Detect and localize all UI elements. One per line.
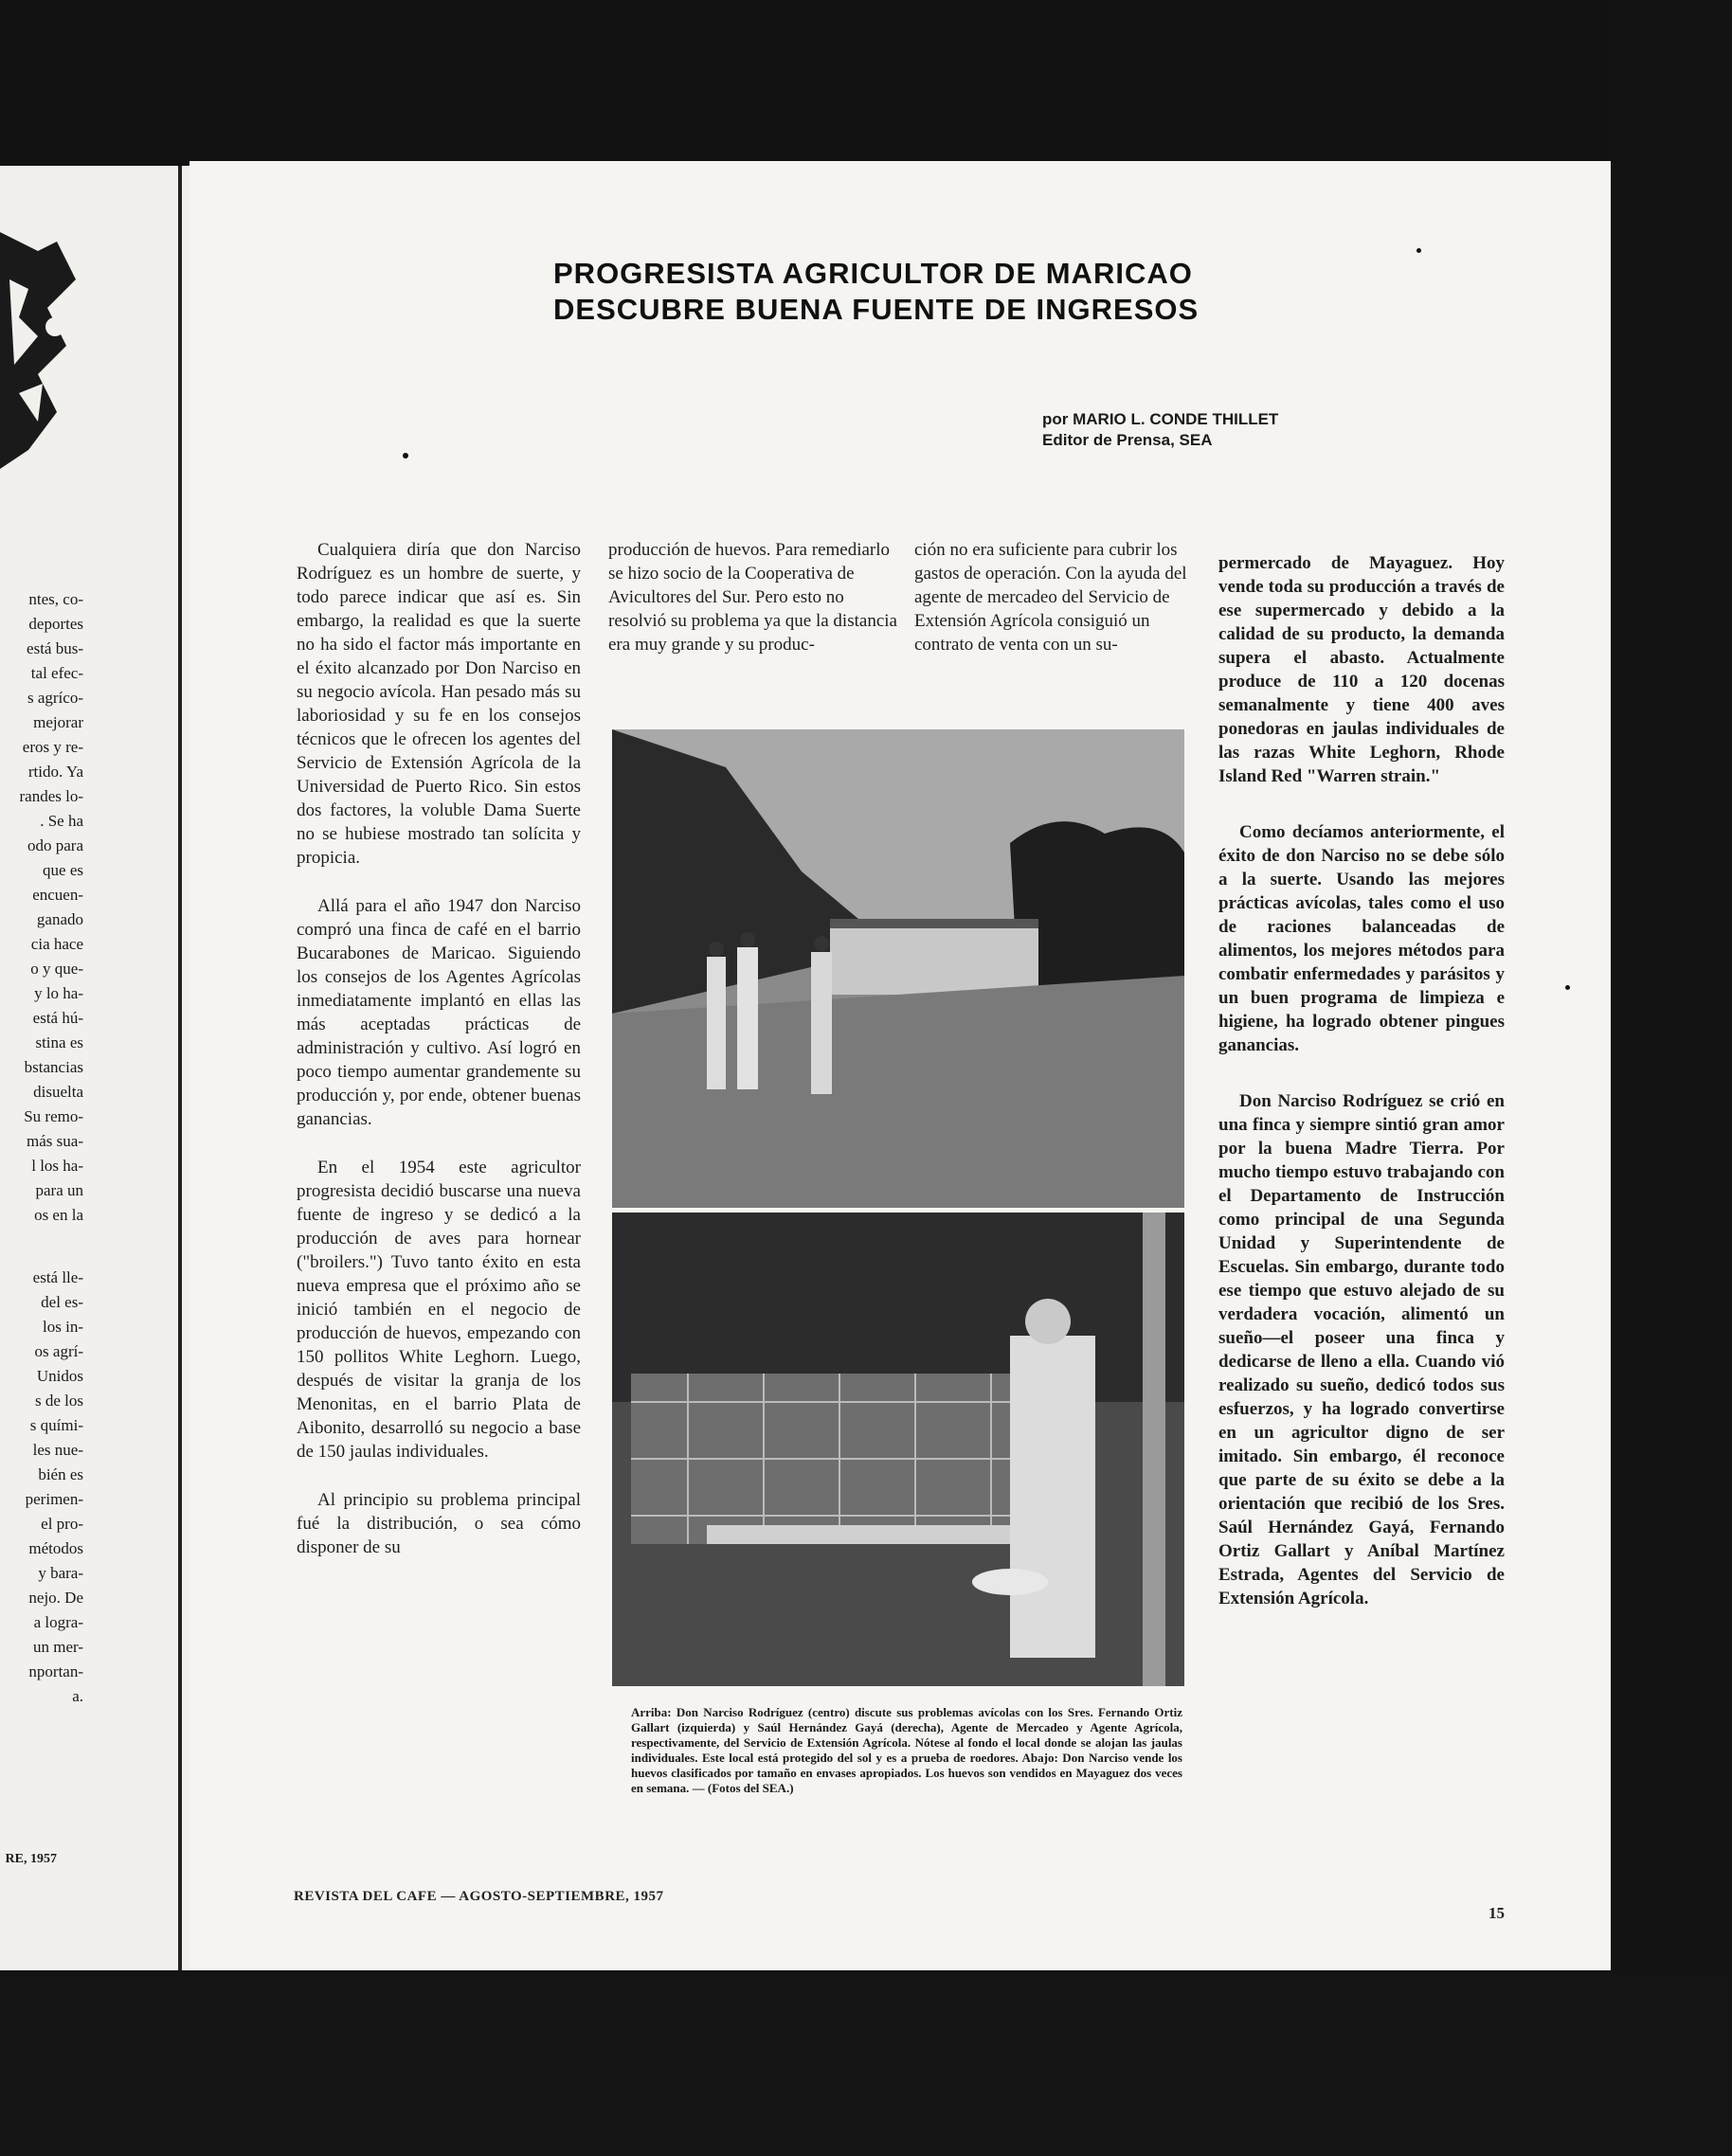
- print-speck: [403, 453, 408, 458]
- previous-page-footer: RE, 1957: [5, 1852, 57, 1866]
- previous-page-line: del es-: [41, 1293, 83, 1311]
- headline-line-2: DESCUBRE BUENA FUENTE DE INGRESOS: [553, 293, 1200, 326]
- paragraph: ción no era suficiente para cubrir los gastos de operación. Con la ayuda del agente de mercadeo del Servicio de Extensión Agrícola consiguió un contrato de venta con un su-: [914, 540, 1187, 655]
- previous-page-line: que es: [43, 861, 83, 879]
- previous-page-line: rtido. Ya: [27, 763, 83, 781]
- article-headline: [553, 256, 1387, 328]
- print-speck: [1416, 248, 1421, 253]
- previous-page-line: está bus-: [27, 639, 83, 657]
- paragraph: permercado de Mayaguez. Hoy vende toda su producción a través de ese supermercado y debido a la calidad de su producto, la demanda supera el abasto. Actualmente produce de 110 a 120 docenas semanalmente y tiene 400 aves ponedoras en jaulas individuales de las razas White Leghorn, Rhode Island Red "Warren strain.": [1218, 553, 1505, 786]
- previous-page-line: bién es: [38, 1465, 83, 1483]
- paragraph: Al principio su problema principal fué la distribución, o sea cómo disponer de su: [297, 1490, 581, 1557]
- previous-page-line: nportan-: [28, 1662, 83, 1680]
- previous-page-line: l los ha-: [31, 1157, 83, 1175]
- paragraph-gap: [0, 1228, 83, 1266]
- previous-page-line: a.: [72, 1687, 83, 1705]
- previous-page-line: para un: [35, 1181, 83, 1199]
- photo-caption: Arriba: Don Narciso Rodríguez (centro) discute sus problemas avícolas con los Sres. Fernando Ortiz Gallart (izquierda) y Saúl Hernández Gayá (derecha), Agente de Mercadeo y Agente Agrícola, respectivamente, del Servicio de Extensión Agrícola. Nótese al fondo el local donde se alojan las jaulas individuales. Este local está protegido del sol y es a prueba de roedores. Abajo: Don Narciso vende los huevos clasificados por tamaño en envases apropiados. Los huevos son vendidos en Mayaguez dos veces en semana. — (Fotos del SEA.): [631, 1705, 1182, 1795]
- previous-page-line: el pro-: [41, 1515, 83, 1533]
- previous-page-line: a logra-: [33, 1613, 83, 1631]
- previous-page-line: odo para: [27, 836, 83, 854]
- previous-page-line: tal efec-: [30, 664, 83, 682]
- previous-page-line: bstancias: [24, 1058, 83, 1076]
- photo-image: [612, 729, 1184, 1208]
- photo-egg-cages: [612, 1213, 1184, 1686]
- previous-page-line: mejorar: [33, 713, 83, 731]
- background-top: [0, 0, 1732, 166]
- previous-page-line: deportes: [28, 615, 83, 633]
- paragraph: producción de huevos. Para remediarlo se hizo socio de la Cooperativa de Avicultores del Sur. Pero esto no resolvió su problema ya que la distancia era muy grande y su produc-: [608, 540, 897, 655]
- previous-page-line: métodos: [28, 1539, 83, 1557]
- headline-line-1: PROGRESISTA AGRICULTOR DE MARICAO: [553, 257, 1193, 290]
- article-column-2: [608, 538, 897, 656]
- woodcut-illustration: [0, 223, 85, 478]
- previous-page-line: y lo ha-: [34, 984, 83, 1002]
- previous-page-line: s de los: [35, 1392, 83, 1410]
- previous-page-line: nejo. De: [28, 1589, 83, 1607]
- author: por MARIO L. CONDE THILLET: [1042, 410, 1279, 428]
- previous-page-line: os en la: [34, 1206, 83, 1224]
- previous-page-line: os agrí-: [34, 1342, 83, 1360]
- byline: [1042, 409, 1535, 451]
- previous-page-line: más sua-: [27, 1132, 83, 1150]
- article-column-3: [914, 538, 1203, 656]
- magazine-page: [189, 161, 1611, 1994]
- paragraph: En el 1954 este agricultor progresista decidió buscarse una nueva fuente de ingreso y se dedicó a la producción de aves para hornear ("broilers.") Tuvo tanto éxito en esta nueva empresa que el próximo año se inició también en el negocio de producción de huevos, empezando con 150 pollitos White Leghorn. Luego, después de visitar la granja de los Menonitas, en el barrio Plata de Aibonito, desarrolló su negocio a base de 150 jaulas individuales.: [297, 1158, 581, 1462]
- previous-page-line: un mer-: [32, 1638, 83, 1656]
- background-right: [1611, 0, 1732, 2156]
- page-footer: REVISTA DEL CAFE — AGOSTO-SEPTIEMBRE, 1957: [294, 1889, 664, 1904]
- previous-page-line: eros y re-: [22, 738, 83, 756]
- photo-image: [612, 1213, 1184, 1686]
- previous-page-line: cia hace: [30, 935, 83, 953]
- paragraph: Cualquiera diría que don Narciso Rodríguez es un hombre de suerte, y todo parece indicar que así es. Sin embargo, la realidad es que la suerte no ha sido el factor más importante en el éxito alcanzado por Don Narciso en su negocio avícola. Han pesado más su laboriosidad y su fe en los consejos técnicos que le ofrecen los agentes del Servicio de Extensión Agrícola de la Universidad de Puerto Rico. Sin estos dos factores, la voluble Dama Suerte no se hubiese mostrado tan solícita y propicia.: [297, 540, 581, 868]
- previous-page-line: ntes, co-: [28, 590, 83, 608]
- photo-men-discussing: [612, 729, 1184, 1208]
- paragraph: Don Narciso Rodríguez se crió en una finca y siempre sintió gran amor por la buena Madre Tierra. Por mucho tiempo estuvo trabajando con el Departamento de Instrucción como principal de una Segunda Unidad y Superintendente de Escuelas. Sin embargo, durante todo ese tiempo que estuvo alejado de su verdadera vocación, alimentó un sueño—el poseer una finca y dedicarse de lleno a ella. Cuando vió realizado su sueño, dedicó todos sus esfuerzos, y ha logrado convertirse en un agricultor digno de ser imitado. Sin embargo, él reconoce que parte de su éxito se debe a la orientación que recibió de los Sres. Saúl Hernández Gayá, Fernando Ortiz Gallart y Aníbal Martínez Estrada, Agentes del Servicio de Extensión Agrícola.: [1218, 1091, 1505, 1608]
- paragraph: Como decíamos anteriormente, el éxito de don Narciso no se debe sólo a la suerte. Usando las mejores prácticas avícolas, tales como el uso de raciones balanceadas de alimentos, los mejores métodos para combatir enfermedades y parásitos y un buen programa de limpieza e higiene, ha logrado obtener pingues ganancias.: [1218, 822, 1505, 1055]
- background-bottom: [0, 1970, 1732, 2156]
- previous-page-line: s agríco-: [27, 689, 83, 707]
- previous-page-line: . Se ha: [40, 812, 83, 830]
- previous-page-line: o y que-: [30, 960, 83, 978]
- previous-page-text: [0, 587, 83, 1709]
- previous-page-line: randes lo-: [19, 787, 83, 805]
- print-speck: [1565, 985, 1570, 990]
- previous-page-line: disuelta: [33, 1083, 83, 1101]
- previous-page-line: los in-: [43, 1318, 83, 1336]
- previous-page-line: ganado: [36, 910, 83, 928]
- previous-page: [0, 166, 189, 1970]
- previous-page-line: está lle-: [32, 1268, 83, 1286]
- article-column-1: [297, 538, 581, 1584]
- paragraph: Allá para el año 1947 don Narciso compró una finca de café en el barrio Bucarabones de Maricao. Siguiendo los consejos de los Agentes Agrícolas inmediatamente implantó en ellas las más aceptadas prácticas de administración y cultivo. Así logró en poco tiempo aumentar grandemente su producción y, por ende, obtener buenas ganancias.: [297, 896, 581, 1129]
- previous-page-line: s quími-: [29, 1416, 83, 1434]
- previous-page-line: stina es: [35, 1033, 83, 1051]
- previous-page-line: encuen-: [32, 886, 83, 904]
- previous-page-line: perimen-: [25, 1490, 83, 1508]
- author-title: Editor de Prensa, SEA: [1042, 431, 1213, 449]
- previous-page-line: Unidos: [36, 1367, 83, 1385]
- page-number: 15: [1488, 1904, 1505, 1922]
- previous-page-line: les nue-: [32, 1441, 83, 1459]
- previous-page-line: está hú-: [32, 1009, 83, 1027]
- previous-page-line: y bara-: [38, 1564, 83, 1582]
- book-spine: [178, 166, 182, 1970]
- previous-page-line: Su remo-: [24, 1107, 83, 1125]
- article-column-4: [1218, 551, 1505, 1643]
